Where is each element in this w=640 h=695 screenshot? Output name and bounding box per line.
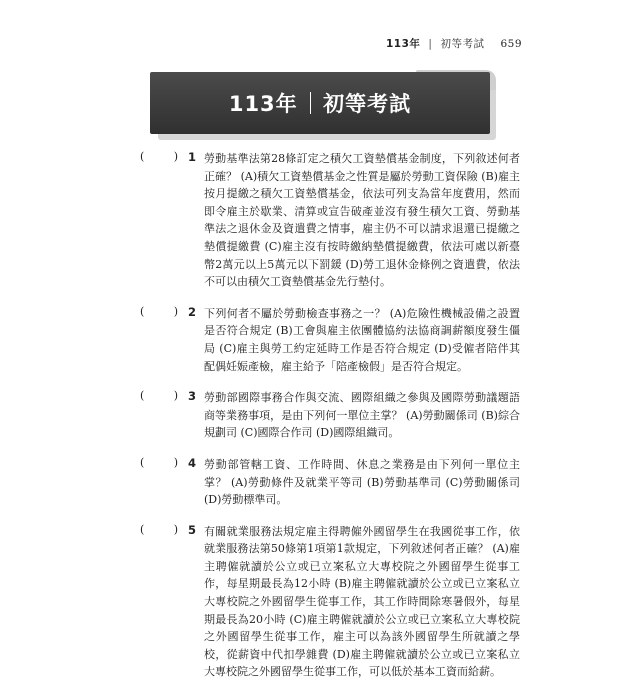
paren-open: ( — [140, 304, 145, 318]
question-item — [140, 305, 520, 375]
section-banner — [150, 72, 490, 134]
question-number: 4 — [188, 455, 197, 470]
paren-close: ) — [173, 304, 178, 318]
paren-close: ) — [173, 455, 178, 469]
question-number: 3 — [188, 389, 197, 404]
banner-divider — [310, 92, 312, 114]
paren-close: ) — [173, 389, 178, 403]
answer-blank — [140, 456, 178, 469]
answer-blank — [140, 150, 178, 163]
paren-close: ) — [173, 150, 178, 163]
question-text: 勞動部國際事務合作與交流、國際組織之參與及國際勞動議題語商等業務事項，是由下列何一單位主掌？ (A)勞動關係司 (B)綜合規劃司 (C)國際合作司 (D)國際組織司。 — [204, 391, 520, 440]
paren-open: ( — [140, 455, 145, 469]
answer-blank — [140, 523, 178, 536]
banner-year: 113年 — [228, 92, 298, 116]
question-text: 有關就業服務法規定雇主得聘僱外國留學生在我國從事工作，依就業服務法第50條第1項第1款規定，下列敘述何者正確？ (A)雇主聘僱就讀於公立或已立案私立大專校院之外國留學生從事工作，每星期最長為12小時 (B)雇主聘僱就讀於公立或已立案私立大專校院之外國留學生從事工作，其工作時間除寒暑假外，每星期最長為20小時 (C)雇主聘僱就讀於公立或已立案私立大專校院之外國留學生從事工作，雇主可以為該外國留學生所就讀之學校，從薪資中代扣學雜費 (D)雇主聘僱就讀於公立或已立案私立大專校院之外國留學生從事工作，可以低於基本工資而給薪。 — [204, 524, 520, 679]
question-text: 勞動部管轄工資、工作時間、休息之業務是由下列何一單位主掌？ (A)勞動條件及就業平等司 (B)勞動基準司 (C)勞動關係司 (D)勞動標準司。 — [204, 457, 520, 507]
question-number: 2 — [188, 304, 197, 319]
page-number: 659 — [500, 37, 522, 50]
answer-blank — [140, 305, 178, 318]
banner-title-text: 初等考試 — [323, 92, 412, 116]
question-list — [140, 150, 520, 695]
banner-title — [150, 72, 490, 134]
question-item — [140, 456, 520, 509]
question-text: 勞動基準法第28條訂定之積欠工資墊償基金制度，下列敘述何者正確？ (A)積欠工資墊償基金之性質是屬於勞動工資保險 (B)雇主按月提繳之積欠工資墊償基金，依法可列支為當年度費用，然而即令雇主於歇業、清算或宣告破產並沒有發生積欠工資、勞動基準法之退休金及資遣費之情事，雇主仍不可以請求退還已提繳之墊償提繳費 (C)雇主沒有按時繳納墊償提繳費，依法可處以新臺幣2萬元以上5萬元以下罰鍰 (D)勞工退休金條例之資遣費，依法不可以由積欠工資墊償基金先行墊付。 — [204, 152, 520, 289]
question-item — [140, 150, 520, 291]
question-text: 下列何者不屬於勞動檢查事務之一？ (A)危險性機械設備之設置是否符合規定 (B)工會與雇主依團體協約法協商調薪額度發生僵局 (C)雇主與勞工約定延時工作是否符合規定 (D)受僱者陪伴其配偶妊娠產檢，雇主給予「陪產檢假」是否符合規定。 — [204, 306, 520, 373]
question-number: 5 — [188, 522, 197, 537]
header-section: 初等考試 — [440, 38, 485, 50]
paren-open: ( — [140, 150, 145, 163]
header-separator: | — [428, 37, 433, 50]
header-year: 113年 — [385, 38, 421, 50]
question-item — [140, 389, 520, 442]
answer-blank — [140, 389, 178, 402]
question-number: 1 — [188, 150, 197, 164]
paren-open: ( — [140, 389, 145, 403]
running-header — [386, 36, 522, 51]
paren-close: ) — [173, 522, 178, 536]
paren-open: ( — [140, 522, 145, 536]
question-item — [140, 523, 520, 681]
